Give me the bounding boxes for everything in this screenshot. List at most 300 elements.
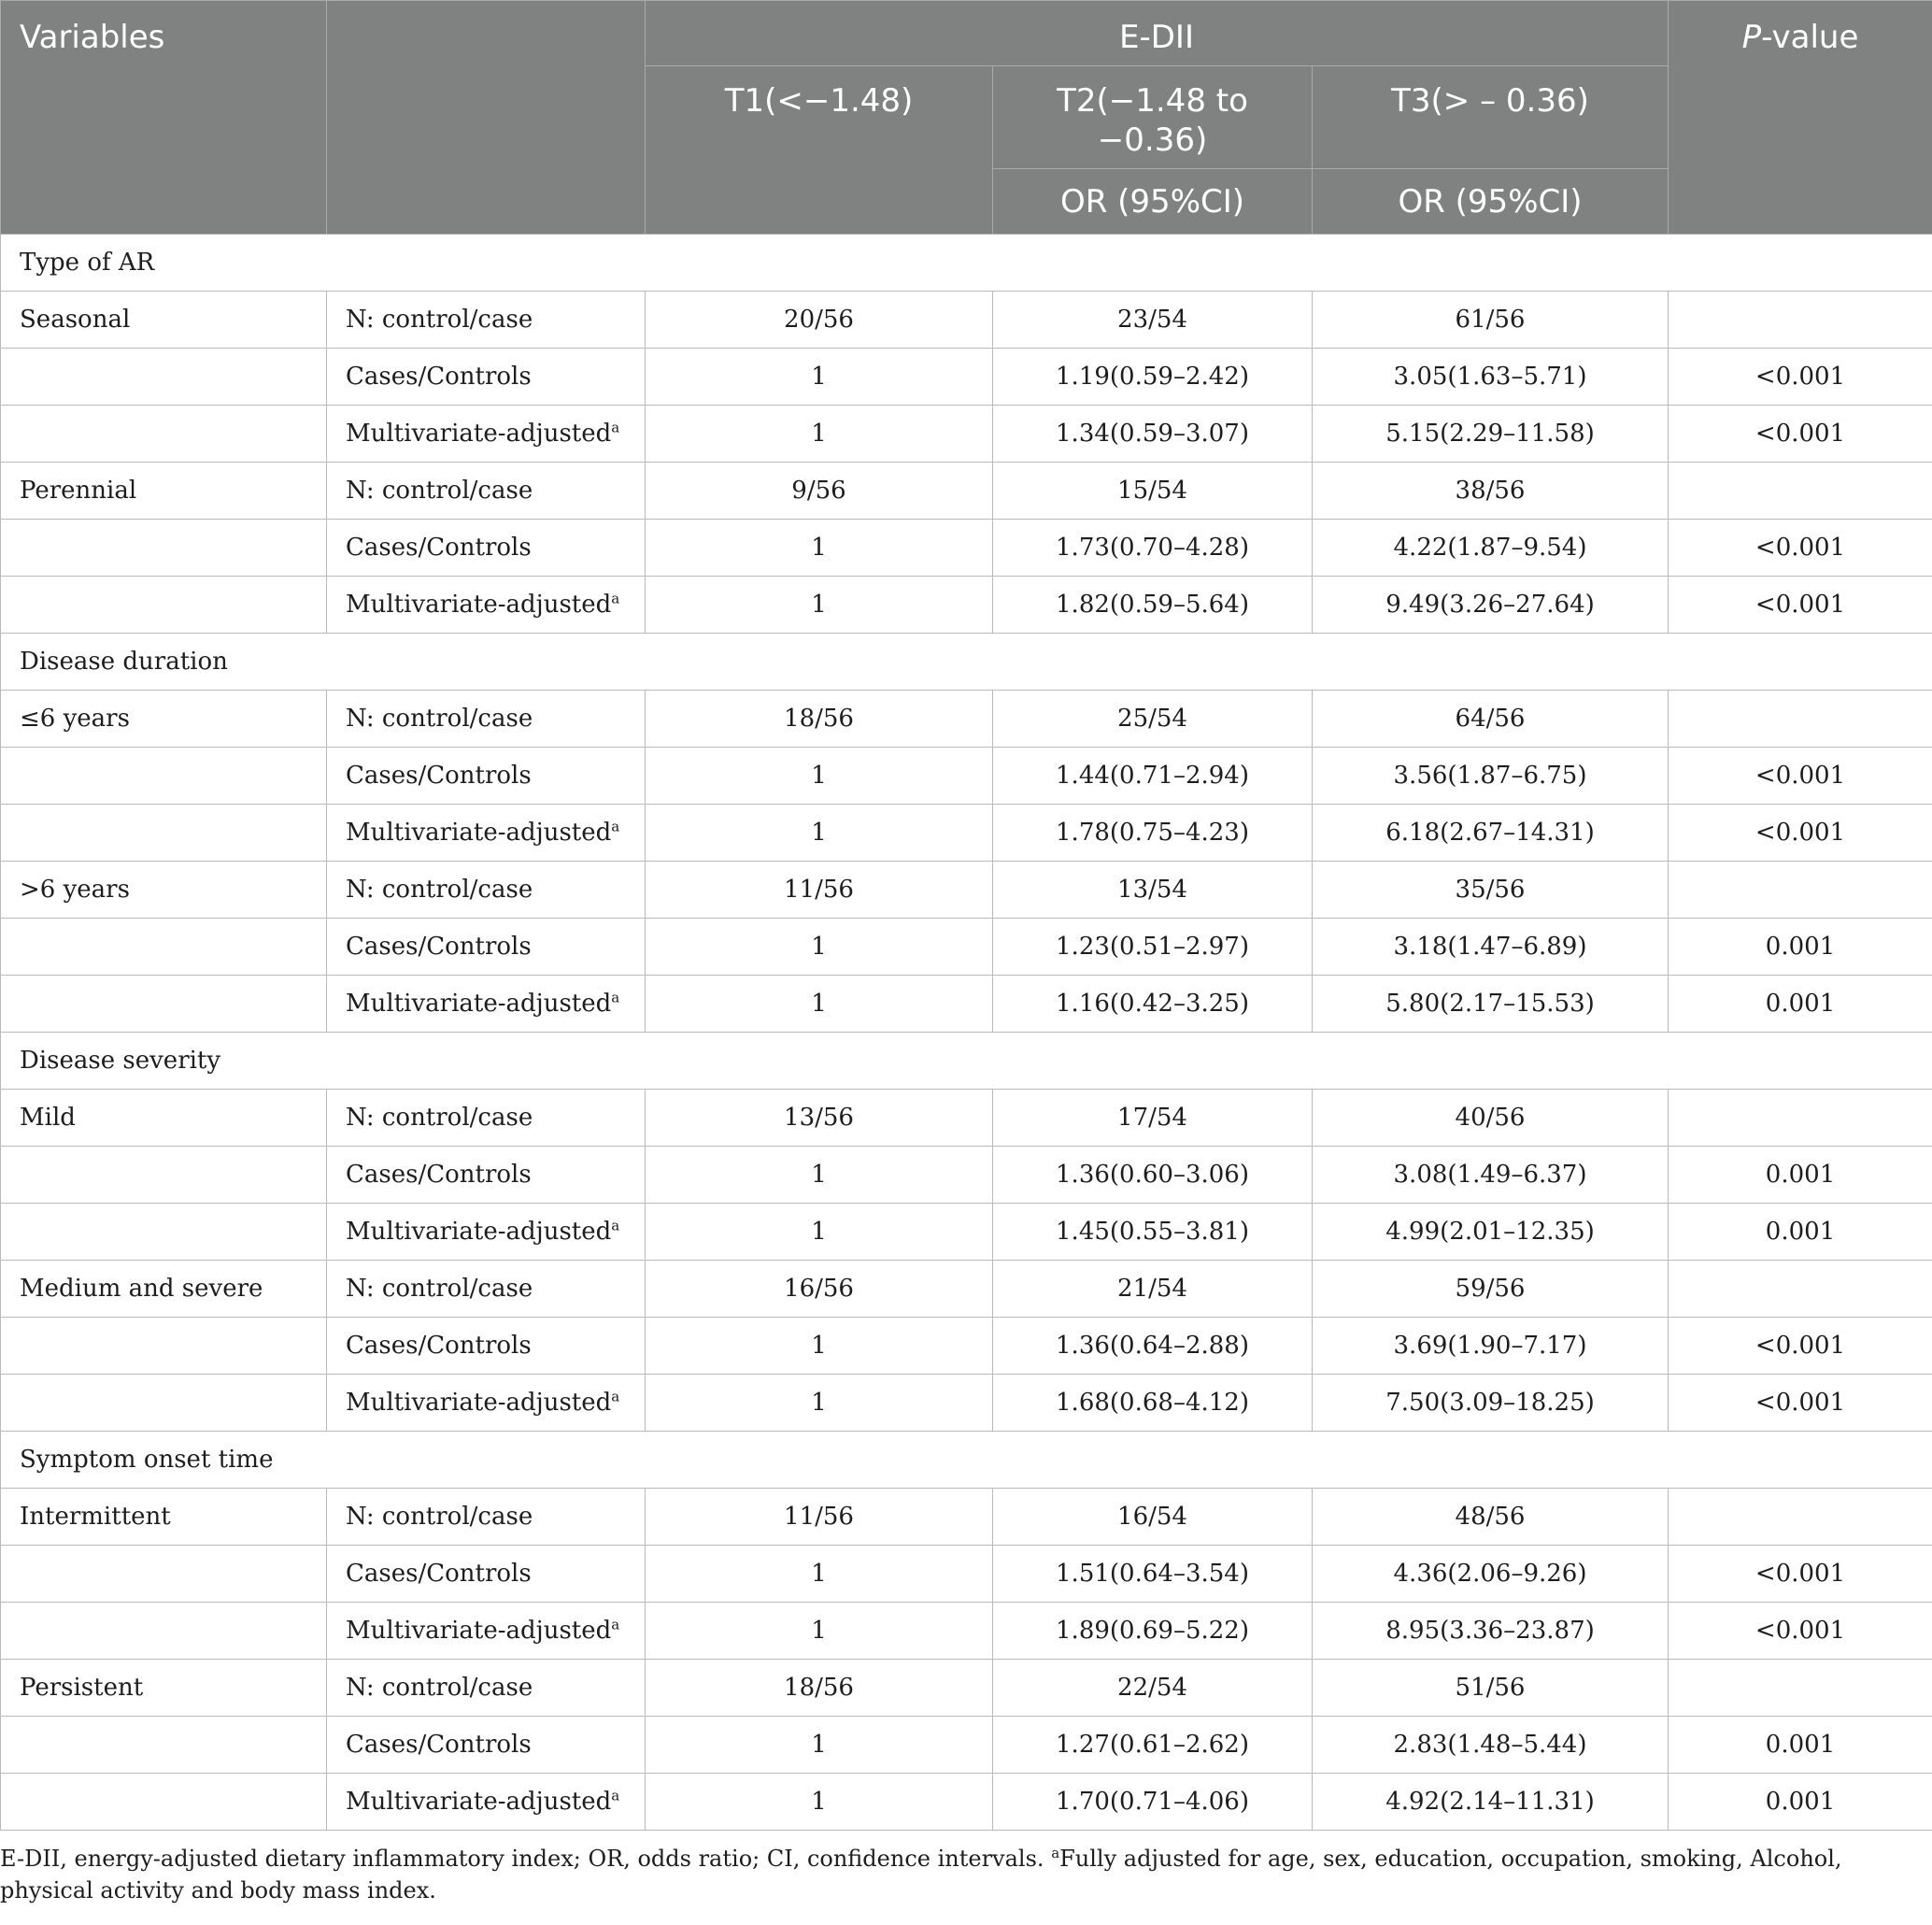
p-value-cell-text: 0.001: [1765, 933, 1836, 961]
group-cell: [1, 1147, 327, 1204]
footnote-text-2: Fully adjusted for age, sex, education, occupation, smoking, Alcohol, physical activity and body mass index.: [0, 1846, 1842, 1904]
t3-cell-text: 4.99(2.01–12.35): [1385, 1218, 1595, 1246]
p-value-cell-text: <0.001: [1754, 420, 1846, 448]
measure-cell-text: N: control/case: [346, 1674, 533, 1702]
t2-cell-text: 15/54: [1117, 477, 1187, 505]
t2-cell-text: 22/54: [1117, 1674, 1187, 1702]
t1-cell: [646, 1204, 993, 1261]
t1-cell: [646, 1603, 993, 1660]
t3-cell: [1313, 520, 1669, 577]
measure-cell-text: Multivariate-adjusted: [346, 1788, 612, 1816]
p-value-cell: [1669, 1489, 1932, 1546]
measure-cell: [327, 1603, 646, 1660]
header-p-value: [1669, 1, 1932, 235]
measure-cell-text: Cases/Controls: [346, 762, 532, 790]
measure-cell: [327, 976, 646, 1033]
t3-cell: [1313, 463, 1669, 520]
measure-cell: [327, 292, 646, 349]
group-cell: [1, 1489, 327, 1546]
t3-cell-text: 3.08(1.49–6.37): [1393, 1161, 1587, 1189]
t2-cell: [993, 577, 1313, 634]
table-row: [1, 520, 1932, 577]
p-value-cell-text: 0.001: [1765, 1218, 1836, 1246]
table-row: [1, 1375, 1932, 1432]
measure-cell: [327, 1660, 646, 1717]
t3-cell-text: 38/56: [1455, 477, 1526, 505]
t2-cell: [993, 1261, 1313, 1318]
measure-cell-text: Multivariate-adjusted: [346, 1218, 612, 1246]
table-row: [1, 1318, 1932, 1375]
t1-cell-text: 1: [811, 1389, 827, 1417]
t3-cell: [1313, 862, 1669, 919]
table-row: [1, 1603, 1932, 1660]
table-row: [1, 1204, 1932, 1261]
t2-cell: [993, 1603, 1313, 1660]
measure-cell: [327, 805, 646, 862]
p-value-cell: [1669, 1261, 1932, 1318]
t1-cell: [646, 1261, 993, 1318]
p-value-cell: [1669, 577, 1932, 634]
section-row: [1, 1432, 1932, 1489]
t1-cell: [646, 1147, 993, 1204]
t1-cell: [646, 349, 993, 406]
measure-cell-text: N: control/case: [346, 1503, 533, 1531]
group-cell: [1, 862, 327, 919]
measure-cell: [327, 406, 646, 463]
group-cell: [1, 1660, 327, 1717]
t1-cell-text: 1: [811, 363, 827, 391]
t3-cell: [1313, 919, 1669, 976]
measure-cell-text: N: control/case: [346, 705, 533, 733]
measure-cell-text: N: control/case: [346, 1275, 533, 1303]
t2-cell: [993, 1660, 1313, 1717]
p-value-cell: [1669, 1375, 1932, 1432]
p-value-cell: [1669, 1660, 1932, 1717]
measure-cell: [327, 463, 646, 520]
t3-cell: [1313, 1774, 1669, 1831]
group-cell: [1, 1603, 327, 1660]
group-cell: [1, 1375, 327, 1432]
group-cell: [1, 349, 327, 406]
measure-cell: [327, 748, 646, 805]
t1-cell-text: 1: [811, 819, 827, 847]
p-value-cell: [1669, 463, 1932, 520]
t2-cell: [993, 1546, 1313, 1603]
t3-cell-text: 3.56(1.87–6.75): [1393, 762, 1587, 790]
t3-cell-text: 2.83(1.48–5.44): [1393, 1731, 1587, 1759]
t3-cell: [1313, 1204, 1669, 1261]
t3-cell: [1313, 1090, 1669, 1147]
table-row: [1, 463, 1932, 520]
t1-cell-text: 1: [811, 1731, 827, 1759]
t2-cell: [993, 349, 1313, 406]
measure-cell-text: Multivariate-adjusted: [346, 420, 612, 448]
table-footnote: [0, 1843, 1925, 1906]
t2-cell: [993, 862, 1313, 919]
t1-cell-text: 18/56: [784, 705, 854, 733]
t2-cell-text: 1.44(0.71–2.94): [1056, 762, 1249, 790]
p-value-cell: [1669, 919, 1932, 976]
t1-cell: [646, 1660, 993, 1717]
table-row: [1, 976, 1932, 1033]
t3-cell: [1313, 349, 1669, 406]
section-row: [1, 634, 1932, 691]
measure-superscript: a: [611, 989, 620, 1006]
measure-cell: [327, 862, 646, 919]
p-value-cell-text: <0.001: [1754, 363, 1846, 391]
t2-cell-text: 1.19(0.59–2.42): [1056, 363, 1249, 391]
group-cell: [1, 1717, 327, 1774]
t2-cell: [993, 691, 1313, 748]
measure-cell: [327, 691, 646, 748]
measure-cell: [327, 1489, 646, 1546]
group-cell-text: Medium and severe: [20, 1275, 263, 1303]
t2-cell: [993, 1774, 1313, 1831]
t1-cell: [646, 919, 993, 976]
measure-cell: [327, 1717, 646, 1774]
footnote-text: E-DII, energy-adjusted dietary inflammatory index; OR, odds ratio; CI, confidence intervals.: [0, 1846, 1052, 1872]
measure-superscript: a: [611, 1217, 620, 1234]
t3-cell: [1313, 1489, 1669, 1546]
measure-cell-text: N: control/case: [346, 306, 533, 334]
t2-cell-text: 1.16(0.42–3.25): [1056, 990, 1249, 1018]
t3-cell: [1313, 577, 1669, 634]
t1-cell-text: 11/56: [784, 876, 854, 904]
measure-cell: [327, 919, 646, 976]
t1-cell-text: 1: [811, 762, 827, 790]
group-cell: [1, 919, 327, 976]
header-variables: Variables: [1, 1, 327, 235]
table-row: [1, 1774, 1932, 1831]
group-cell: [1, 976, 327, 1033]
measure-cell: [327, 520, 646, 577]
section-label: Symptom onset time: [1, 1432, 1932, 1489]
t3-cell-text: 64/56: [1455, 705, 1526, 733]
group-cell: [1, 1204, 327, 1261]
t3-cell-text: 35/56: [1455, 876, 1526, 904]
t2-cell-text: 1.51(0.64–3.54): [1056, 1560, 1249, 1588]
table-row: [1, 1660, 1932, 1717]
section-label: Type of AR: [1, 235, 1932, 292]
group-cell: [1, 1318, 327, 1375]
t1-cell: [646, 463, 993, 520]
measure-superscript: a: [611, 818, 620, 835]
p-value-cell-text: 0.001: [1765, 1731, 1836, 1759]
t3-cell-text: 9.49(3.26–27.64): [1385, 591, 1595, 619]
t2-cell-text: 1.27(0.61–2.62): [1056, 1731, 1249, 1759]
measure-cell-text: Cases/Controls: [346, 1731, 532, 1759]
p-value-cell: [1669, 1603, 1932, 1660]
p-value-cell: [1669, 349, 1932, 406]
t2-cell: [993, 463, 1313, 520]
group-cell: [1, 1546, 327, 1603]
p-value-cell-text: <0.001: [1754, 1389, 1846, 1417]
t3-cell-text: 40/56: [1455, 1104, 1526, 1132]
t1-cell-text: 1: [811, 990, 827, 1018]
t2-cell-text: 21/54: [1117, 1275, 1187, 1303]
table-row: [1, 1546, 1932, 1603]
p-value-cell: [1669, 1717, 1932, 1774]
t1-cell-text: 1: [811, 1560, 827, 1588]
t1-cell: [646, 862, 993, 919]
group-cell-text: ≤6 years: [20, 705, 130, 733]
t1-cell-text: 13/56: [784, 1104, 854, 1132]
t3-cell: [1313, 1261, 1669, 1318]
t1-cell: [646, 976, 993, 1033]
t3-cell: [1313, 976, 1669, 1033]
t3-cell: [1313, 1660, 1669, 1717]
t3-cell: [1313, 748, 1669, 805]
t2-cell: [993, 748, 1313, 805]
group-cell-text: Intermittent: [20, 1503, 171, 1531]
group-cell: [1, 406, 327, 463]
t3-cell-text: 4.92(2.14–11.31): [1385, 1788, 1595, 1816]
header-or-t2: OR (95%CI): [993, 169, 1313, 235]
t3-cell: [1313, 1546, 1669, 1603]
t2-cell: [993, 1375, 1313, 1432]
measure-cell-text: Cases/Controls: [346, 534, 532, 562]
t2-cell: [993, 1090, 1313, 1147]
group-cell: [1, 577, 327, 634]
measure-superscript: a: [611, 1616, 620, 1633]
t1-cell-text: 1: [811, 1218, 827, 1246]
t1-cell-text: 20/56: [784, 306, 854, 334]
t1-cell-text: 1: [811, 1788, 827, 1816]
table-row: [1, 1717, 1932, 1774]
p-value-cell-text: <0.001: [1754, 1332, 1846, 1360]
p-value-cell-text: 0.001: [1765, 1788, 1836, 1816]
t2-cell-text: 25/54: [1117, 705, 1187, 733]
t2-cell: [993, 1489, 1313, 1546]
measure-cell-text: N: control/case: [346, 1104, 533, 1132]
t2-cell-text: 1.82(0.59–5.64): [1056, 591, 1249, 619]
t2-cell: [993, 919, 1313, 976]
measure-superscript: a: [611, 1787, 620, 1804]
t3-cell-text: 51/56: [1455, 1674, 1526, 1702]
t3-cell-text: 5.80(2.17–15.53): [1385, 990, 1595, 1018]
t1-cell-text: 1: [811, 534, 827, 562]
t2-cell: [993, 1204, 1313, 1261]
t3-cell: [1313, 292, 1669, 349]
t3-cell-text: 5.15(2.29–11.58): [1385, 420, 1595, 448]
t2-cell-text: 1.68(0.68–4.12): [1056, 1389, 1249, 1417]
t3-cell-text: 3.18(1.47–6.89): [1393, 933, 1587, 961]
table-row: [1, 1147, 1932, 1204]
header-blank: [327, 1, 646, 235]
t2-cell: [993, 976, 1313, 1033]
group-cell: [1, 292, 327, 349]
section-label: Disease severity: [1, 1033, 1932, 1090]
t3-cell: [1313, 1717, 1669, 1774]
t3-cell-text: 4.22(1.87–9.54): [1393, 534, 1587, 562]
measure-cell-text: Multivariate-adjusted: [346, 1389, 612, 1417]
measure-cell: [327, 1090, 646, 1147]
t1-cell-text: 16/56: [784, 1275, 854, 1303]
table-row: [1, 805, 1932, 862]
t3-cell-text: 7.50(3.09–18.25): [1385, 1389, 1595, 1417]
p-value-cell: [1669, 1090, 1932, 1147]
p-value-cell: [1669, 805, 1932, 862]
t1-cell-text: 18/56: [784, 1674, 854, 1702]
group-cell-text: Persistent: [20, 1674, 144, 1702]
measure-cell: [327, 1147, 646, 1204]
measure-cell-text: Cases/Controls: [346, 1332, 532, 1360]
measure-cell: [327, 1375, 646, 1432]
t1-cell: [646, 406, 993, 463]
t3-cell-text: 59/56: [1455, 1275, 1526, 1303]
measure-superscript: a: [611, 1388, 620, 1405]
measure-cell: [327, 1546, 646, 1603]
t2-cell: [993, 1717, 1313, 1774]
t2-cell: [993, 1147, 1313, 1204]
table-row: [1, 292, 1932, 349]
p-value-cell: [1669, 292, 1932, 349]
table-row: [1, 406, 1932, 463]
header-p-letter: P: [1741, 19, 1762, 56]
t3-cell: [1313, 1318, 1669, 1375]
measure-cell: [327, 1204, 646, 1261]
footnote-superscript: a: [1051, 1845, 1060, 1861]
group-cell-text: Perennial: [20, 477, 137, 505]
table-row: [1, 1489, 1932, 1546]
t1-cell-text: 1: [811, 1332, 827, 1360]
measure-cell-text: Multivariate-adjusted: [346, 591, 612, 619]
table-row: [1, 577, 1932, 634]
t3-cell-text: 6.18(2.67–14.31): [1385, 819, 1595, 847]
measure-cell-text: Multivariate-adjusted: [346, 990, 612, 1018]
t1-cell: [646, 1546, 993, 1603]
p-value-cell: [1669, 1774, 1932, 1831]
measure-cell: [327, 1261, 646, 1318]
t1-cell: [646, 805, 993, 862]
p-value-cell: [1669, 748, 1932, 805]
header-p-suffix: -value: [1761, 19, 1859, 56]
table-body: [1, 235, 1932, 1831]
table-row: [1, 919, 1932, 976]
t1-cell: [646, 1375, 993, 1432]
p-value-cell: [1669, 1318, 1932, 1375]
t3-cell: [1313, 691, 1669, 748]
t2-cell-text: 1.78(0.75–4.23): [1056, 819, 1249, 847]
t3-cell-text: 61/56: [1455, 306, 1526, 334]
measure-cell-text: N: control/case: [346, 477, 533, 505]
t1-cell: [646, 1489, 993, 1546]
t2-cell: [993, 406, 1313, 463]
t1-cell: [646, 691, 993, 748]
t3-cell: [1313, 1603, 1669, 1660]
t1-cell: [646, 748, 993, 805]
p-value-cell-text: 0.001: [1765, 1161, 1836, 1189]
t2-cell-text: 17/54: [1117, 1104, 1187, 1132]
t1-cell: [646, 1717, 993, 1774]
group-cell-text: Mild: [20, 1104, 76, 1132]
t2-cell-text: 1.73(0.70–4.28): [1056, 534, 1249, 562]
t1-cell-text: 11/56: [784, 1503, 854, 1531]
p-value-cell: [1669, 976, 1932, 1033]
t1-cell-text: 1: [811, 591, 827, 619]
p-value-cell: [1669, 1204, 1932, 1261]
t3-cell: [1313, 406, 1669, 463]
t3-cell: [1313, 1147, 1669, 1204]
t3-cell: [1313, 805, 1669, 862]
t2-cell-text: 1.45(0.55–3.81): [1056, 1218, 1249, 1246]
section-label: Disease duration: [1, 634, 1932, 691]
table-header: [1, 1, 1932, 235]
measure-cell-text: Multivariate-adjusted: [346, 1617, 612, 1645]
t2-cell: [993, 292, 1313, 349]
t3-cell-text: 3.69(1.90–7.17): [1393, 1332, 1587, 1360]
group-cell: [1, 1090, 327, 1147]
t2-cell-text: 23/54: [1117, 306, 1187, 334]
p-value-cell: [1669, 1546, 1932, 1603]
group-cell: [1, 463, 327, 520]
t2-cell-text: 16/54: [1117, 1503, 1187, 1531]
header-edii: E-DII: [646, 1, 1669, 66]
section-row: [1, 235, 1932, 292]
p-value-cell-text: <0.001: [1754, 1560, 1846, 1588]
measure-cell: [327, 349, 646, 406]
measure-cell-text: N: control/case: [346, 876, 533, 904]
measure-cell-text: Cases/Controls: [346, 1161, 532, 1189]
t2-cell-text: 1.36(0.64–2.88): [1056, 1332, 1249, 1360]
t1-cell: [646, 292, 993, 349]
t1-cell-text: 1: [811, 1617, 827, 1645]
p-value-cell-text: <0.001: [1754, 819, 1846, 847]
header-t1: T1(<−1.48): [646, 66, 993, 235]
t2-cell: [993, 805, 1313, 862]
t1-cell-text: 9/56: [791, 477, 846, 505]
measure-cell-text: Cases/Controls: [346, 1560, 532, 1588]
t2-cell-text: 1.36(0.60–3.06): [1056, 1161, 1249, 1189]
table-row: [1, 1261, 1932, 1318]
p-value-cell: [1669, 406, 1932, 463]
measure-cell: [327, 1774, 646, 1831]
p-value-cell-text: <0.001: [1754, 591, 1846, 619]
t1-cell: [646, 520, 993, 577]
table-row: [1, 691, 1932, 748]
group-cell: [1, 1774, 327, 1831]
measure-cell: [327, 577, 646, 634]
t1-cell-text: 1: [811, 933, 827, 961]
measure-superscript: a: [611, 419, 620, 436]
table-row: [1, 1090, 1932, 1147]
measure-superscript: a: [611, 590, 620, 607]
t2-cell-text: 1.89(0.69–5.22): [1056, 1617, 1249, 1645]
t3-cell-text: 8.95(3.36–23.87): [1385, 1617, 1595, 1645]
group-cell: [1, 691, 327, 748]
t3-cell-text: 4.36(2.06–9.26): [1393, 1560, 1587, 1588]
group-cell: [1, 748, 327, 805]
measure-cell: [327, 1318, 646, 1375]
header-t3: T3(> – 0.36): [1313, 66, 1669, 169]
group-cell: [1, 520, 327, 577]
p-value-cell-text: <0.001: [1754, 534, 1846, 562]
t2-cell-text: 13/54: [1117, 876, 1187, 904]
table-row: [1, 862, 1932, 919]
measure-cell-text: Multivariate-adjusted: [346, 819, 612, 847]
t2-cell-text: 1.34(0.59–3.07): [1056, 420, 1249, 448]
t1-cell: [646, 1090, 993, 1147]
group-cell-text: Seasonal: [20, 306, 131, 334]
header-or-t3: OR (95%CI): [1313, 169, 1669, 235]
t3-cell-text: 48/56: [1455, 1503, 1526, 1531]
measure-cell-text: Cases/Controls: [346, 363, 532, 391]
t1-cell-text: 1: [811, 1161, 827, 1189]
header-t2: T2(−1.48 to −0.36): [993, 66, 1313, 169]
t1-cell: [646, 1318, 993, 1375]
p-value-cell: [1669, 1147, 1932, 1204]
p-value-cell-text: <0.001: [1754, 1617, 1846, 1645]
